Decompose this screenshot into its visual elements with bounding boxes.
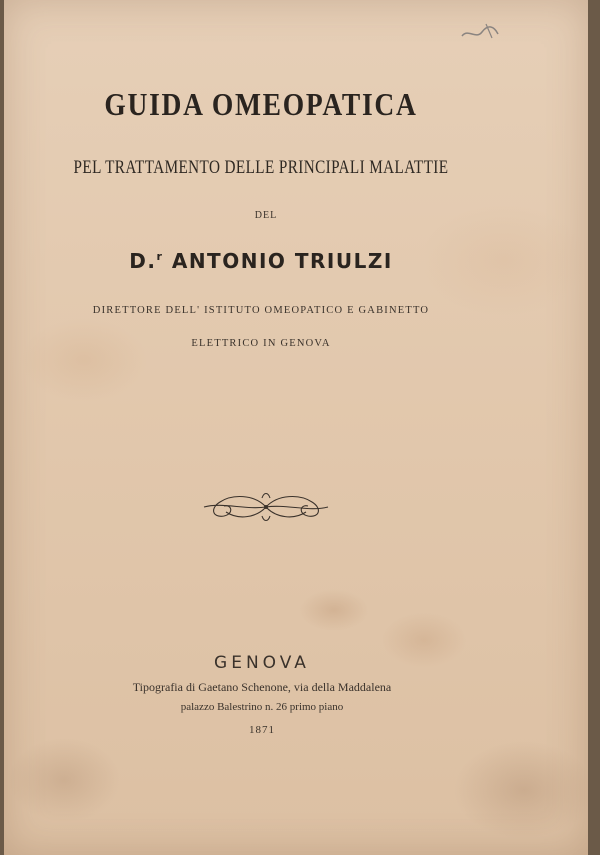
book-title: GUIDA OMEOPATICA: [104, 86, 418, 122]
flourish-ornament-icon: [202, 488, 330, 526]
imprint-address: palazzo Balestrino n. 26 primo piano: [180, 701, 344, 713]
author-preposition: DEL: [254, 210, 278, 221]
author-name: ANTONIO TRIULZI: [171, 249, 393, 273]
book-subtitle: PEL TRATTAMENTO DELLE PRINCIPALI MALATTIE: [73, 157, 449, 178]
author-prefix-sup: r: [156, 250, 164, 263]
imprint-city: GENOVA: [214, 653, 310, 673]
author-role-line-1: DIRETTORE DELL' ISTITUTO OMEOPATICO E GABINETTO: [92, 305, 430, 316]
imprint-printer: Tipografia di Gaetano Schenone, via della Maddalena: [132, 680, 392, 694]
author-line: [0, 249, 553, 273]
imprint-year: 1871: [249, 724, 275, 736]
title-page: [4, 0, 588, 855]
author-prefix: D.: [129, 249, 157, 273]
author-role-line-2: ELETTRICO IN GENOVA: [191, 338, 331, 349]
pencil-mark-icon: [458, 20, 502, 46]
